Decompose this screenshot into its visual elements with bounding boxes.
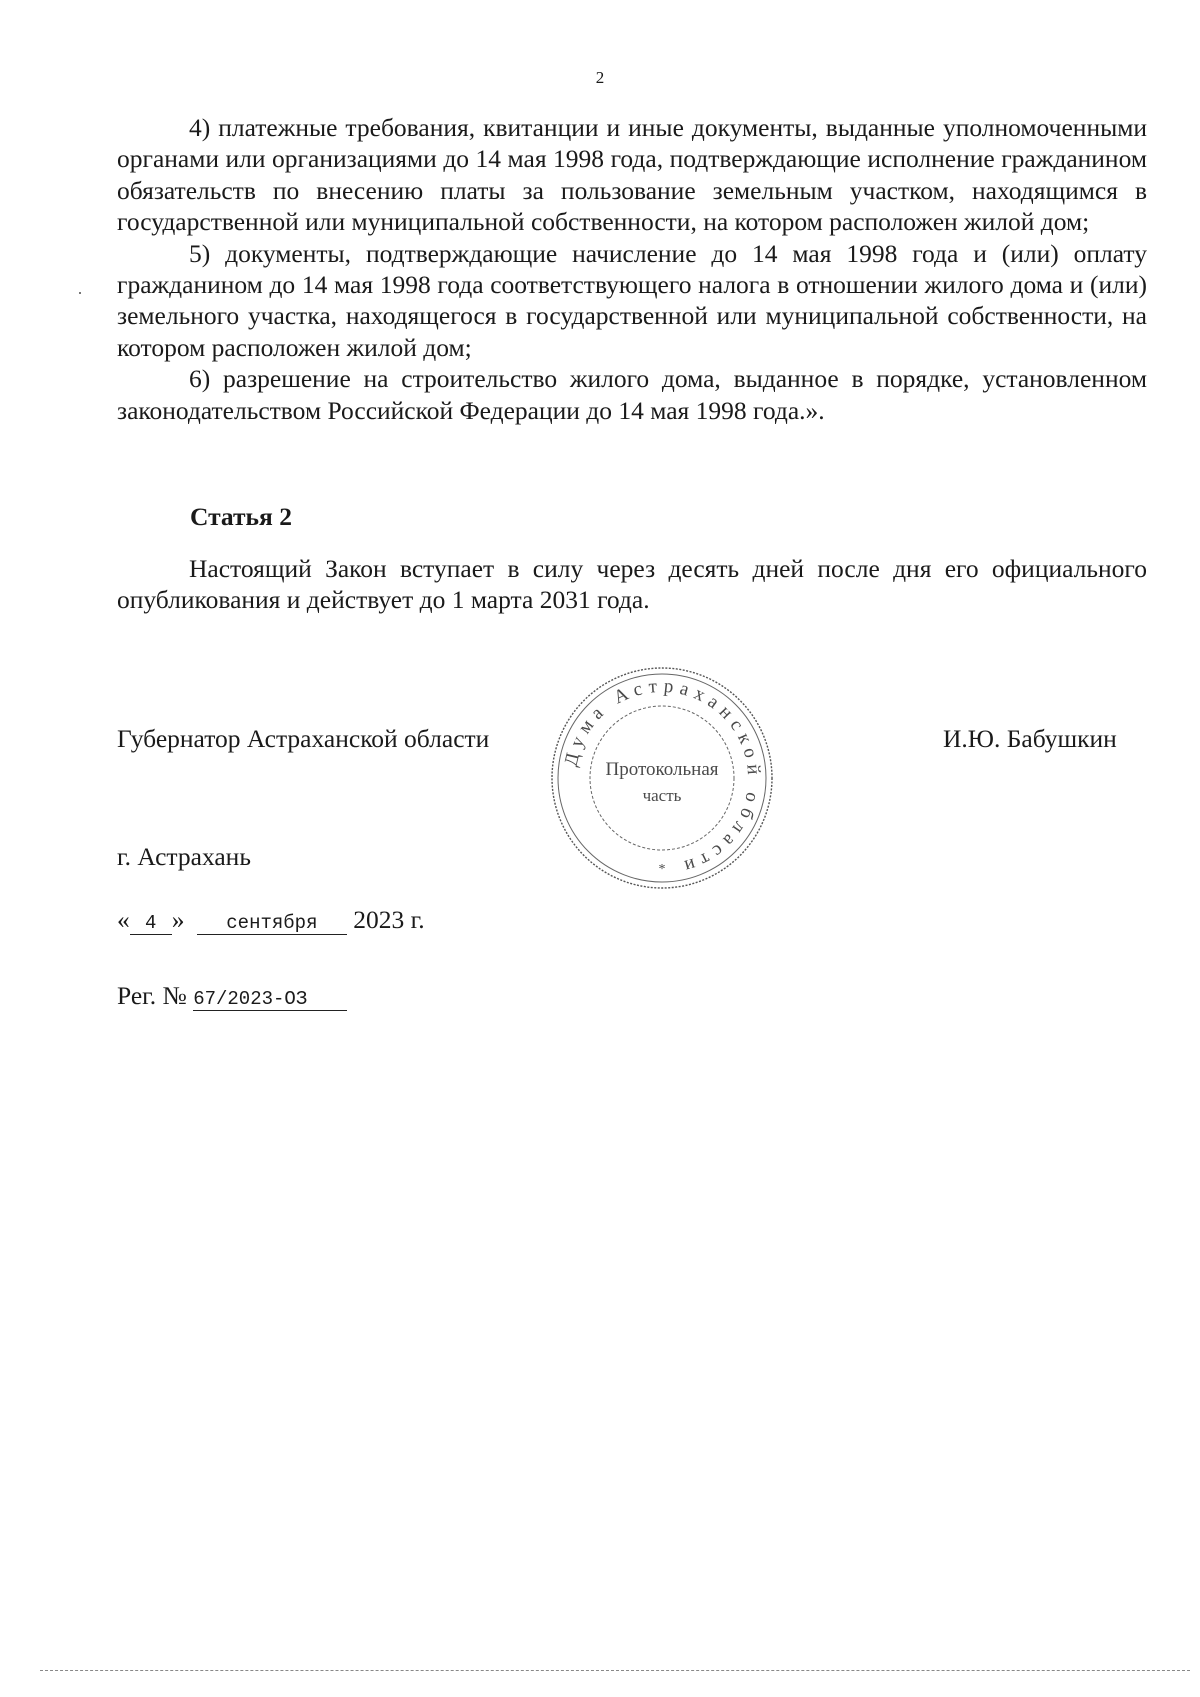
stamp-ring-textpath: Дума Астраханской области	[560, 675, 765, 879]
date-open-quote: «	[117, 905, 130, 934]
list-item-5: 5) документы, подтверждающие начисление до 14 мая 1998 года и (или) оплату гражданином до 14 мая 1998 года соответствующего налога в отношении жилого дома и (или) земельного участка, находящегося в государственной или муниципальной собственности, на котором расположен жилой дом;	[117, 238, 1147, 362]
place-of-signing: г. Астрахань	[117, 842, 251, 871]
registration-line	[117, 981, 347, 1011]
scan-speck	[79, 292, 81, 294]
registration-label: Рег. №	[117, 981, 187, 1010]
stamp-center-line-1: Протокольная	[605, 759, 719, 780]
date-close-quote: »	[171, 905, 185, 934]
article-body	[117, 553, 1147, 616]
stamp-center-line-2: часть	[642, 786, 682, 805]
page-number: 2	[595, 68, 605, 87]
scan-bottom-edge	[40, 1670, 1190, 1671]
stamp-star-icon: *	[658, 862, 666, 877]
signatory-name: И.Ю. Бабушкин	[943, 724, 1117, 753]
registration-number: 67/2023-ОЗ	[193, 988, 347, 1011]
list-item-6: 6) разрешение на строительство жилого дома, выданное в порядке, установленном законодательством Российской Федерации до 14 мая 1998 года.».	[117, 364, 1147, 425]
date-month: сентября	[197, 912, 347, 935]
list-item-4: 4) платежные требования, квитанции и иные документы, выданные уполномоченными органами или организациями до 14 мая 1998 года, подтверждающие исполнение гражданином обязательств по внесению платы за пользование земельным участком, находящимся в государственной или муниципальной собственности, на котором расположен жилой дом;	[117, 113, 1147, 237]
signing-date	[117, 905, 425, 935]
date-year: 2023 г.	[353, 905, 425, 934]
date-day: 4	[130, 912, 172, 935]
signatory-position: Губернатор Астраханской области	[117, 724, 490, 753]
seal-stamp	[547, 663, 777, 893]
article-paragraph: Настоящий Закон вступает в силу через десять дней после дня его официального опубликования и действует до 1 марта 2031 года.	[117, 554, 1147, 615]
list-items	[117, 112, 1147, 426]
article-title: Статья 2	[190, 502, 292, 531]
